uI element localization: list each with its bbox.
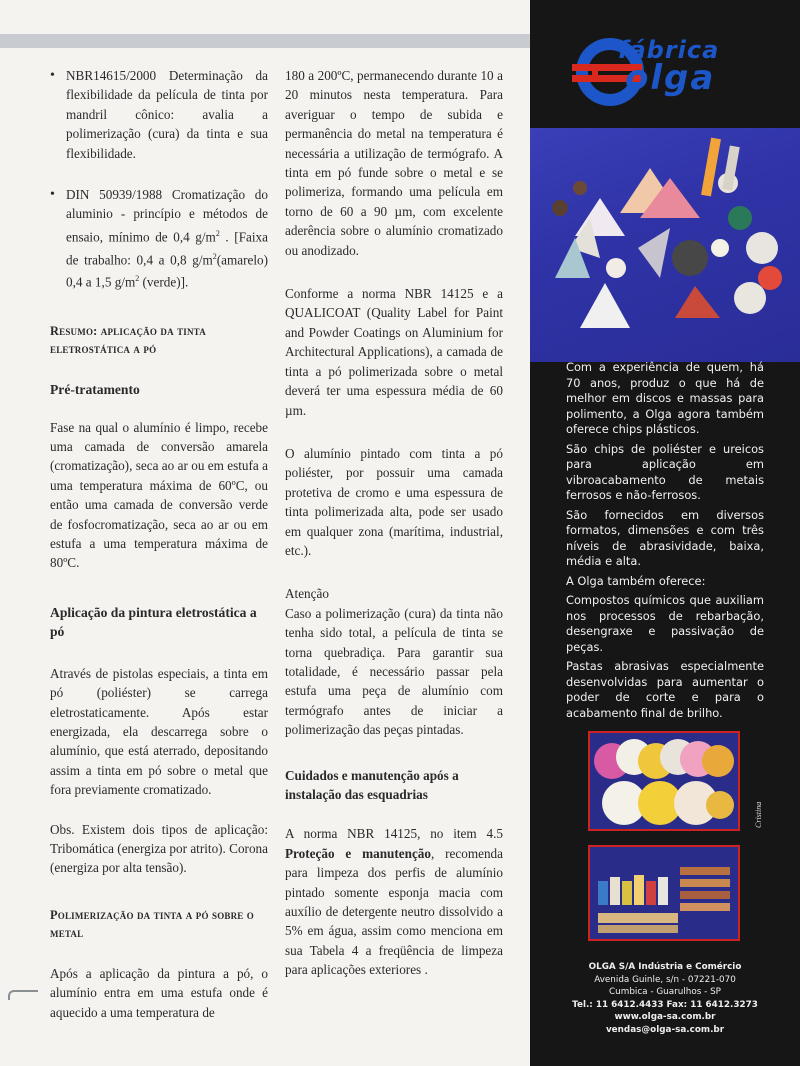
ad-paragraph-experience: Com a experiência de quem, há 70 anos, produz o que há de melhor em discos e massas para polimento, a Olga agora também oferece chips plásticos. — [566, 360, 764, 436]
page-hook-mark — [8, 990, 38, 1000]
paragraph-aplicacao: Através de pistolas especiais, a tinta em pó (poliéster) se carrega eletrostaticamente. Após estar energizada, ela descarrega sobre o alumínio, que está aterrado, depositando assim a tinta em pó sobre o metal que fora previamente cromatizado. — [50, 665, 268, 798]
ad-paragraph-pastes: Pastas abrasivas especialmente desenvolvidas para aumentar o poder de corte e para o acabamento final de brilho. — [566, 659, 764, 720]
polishing-discs-illustration — [590, 733, 738, 829]
bullet-nbr14615: • NBR14615/2000 Determinação da flexibilidade da película de tinta por mandril cônico: avalia a polimerização (cura) da tinta e sua flexibilidade. — [50, 66, 268, 163]
paragraph-pretratamento: Fase na qual o alumínio é limpo, recebe uma camada de conversão amarela (cromatização), seca ao ar ou em estufa a uma temperatura máxima de 60ºC, ou então uma camada de conversão verde de fosfocromatização, seca ao ar ou em estufa a uma temperatura máxima de 80ºC. — [50, 419, 268, 571]
address-line-2: Cumbica - Guarulhos - SP — [609, 987, 721, 998]
logo-word-fabrica: fábrica — [618, 36, 720, 64]
section-heading-resumo: Resumo: aplicação da tinta eletrostática a pó — [50, 324, 206, 357]
paragraph-atencao: Caso a polimerização (cura) da tinta não tenha sido total, a película de tinta se torna quebradiça. Para garantir sua totalidade, é necessário passar pela estufa uma peça de alumínio com termógrafo antes de iniciar a polimerização das peças pintadas. — [285, 605, 503, 738]
bullet-din50939: • DIN 50939/1988 Cromatização do aluminio - princípio e métodos de ensaio, mínimo de 0,4 $g/m^2$ . [Faixa de trabalho: 0,4 a 0,8 $g/m^2(amarelo)$ 0,4 a 1,5 $g/m^2$ (verde)]. — [50, 185, 268, 292]
right-column — [285, 66, 503, 1000]
email: vendas@olga-sa.com.br — [605, 1024, 725, 1035]
left-column — [50, 66, 268, 1042]
phone-fax: Tel.: 11 6412.4433 Fax: 11 6412.3273 — [572, 999, 758, 1010]
polishing-compounds-photo — [588, 845, 740, 941]
logo-word-olga: olga — [625, 58, 716, 98]
advertisement-text — [566, 360, 764, 725]
paragraph-poliester: O alumínio pintado com tinta a pó poliéster, por possuir uma camada protetiva de cromo e uma espessura de tinta polimerizada alta, pode ser usado em qualquer zona (marítima, industrial, etc.). — [285, 445, 503, 558]
polishing-compounds-illustration — [590, 847, 738, 939]
ad-paragraph-compounds: Compostos químicos que auxiliam nos processos de rebarbação, desengraxe e passivação de peças. — [566, 593, 764, 654]
section-heading-polimerizacao: Polimerização da tinta a pó sobre o metal — [50, 907, 255, 940]
paragraph-temperatura: 180 a 200ºC, permanecendo durante 10 a 20 minutos nesta temperatura. Para averiguar o tempo de subida e permanência do metal na temperatura é necessária a utilização de termógrafo. A tinta em pó funde sobre o metal e se polimeriza, formando uma película em torno de 60 a 90 µm, com excelente aderência sobre o alumínio cromatizado ou anodizado. — [285, 68, 503, 258]
subheading-pretratamento: Pré-tratamento — [50, 382, 140, 398]
company-name: OLGA S/A Indústria e Comércio — [588, 962, 742, 972]
polishing-discs-photo — [588, 731, 740, 831]
ad-paragraph-formats: São fornecidos em diversos formatos, dimensões e com três níveis de abrasividade, baixa, média e alta. — [566, 507, 764, 568]
product-chips-illustration — [530, 128, 800, 362]
website: www.olga-sa.com.br — [614, 1012, 716, 1023]
paragraph-qualicoat: Conforme a norma NBR 14125 e a QUALICOAT (Quality Label for Paint and Powder Coatings on Aluminium for Architectural Applications), a camada de tinta a pó polimerizada sobre o metal deverá ter uma espessura média de 60 µm. — [285, 286, 503, 418]
subheading-cuidados: Cuidados e manutenção após a instalação das esquadrias — [285, 767, 459, 802]
paragraph-polimerizacao: Após a aplicação da pintura a pó, o alumínio entra em uma estufa onde é aquecido a uma temperatura de — [50, 965, 268, 1020]
paragraph-cuidados: A norma NBR 14125, no item 4.5 Proteção e manutenção, recomenda para limpeza dos perfis de alumínio pintado somente esponja macia com auxílio de detergente neutro dissolvido a 5% em água, assim como menciona em sua Tabela 4 a freqüência de limpeza para aplicações exteriores . — [285, 826, 503, 978]
photo-credit: Cristina — [754, 801, 763, 828]
ad-paragraph-chips: São chips de poliéster e ureicos para aplicação em vibroacabamento de metais ferrosos e não-ferrosos. — [566, 441, 764, 502]
header-bar — [0, 34, 530, 48]
subheading-aplicacao: Aplicação da pintura eletrostática a pó — [50, 604, 257, 640]
address-line-1: Avenida Guinle, s/n - 07221-070 — [594, 974, 736, 985]
product-chips-photo — [530, 128, 800, 362]
paragraph-obs: Obs. Existem dois tipos de aplicação: Tribomática (energiza por atrito). Corona (energiza por alta tensão). — [50, 821, 268, 876]
ad-paragraph-also-offers: A Olga também oferece: — [566, 573, 706, 588]
company-contact — [560, 961, 770, 1037]
subheading-atencao: Atenção — [285, 586, 329, 602]
olga-advertisement — [530, 0, 800, 1066]
